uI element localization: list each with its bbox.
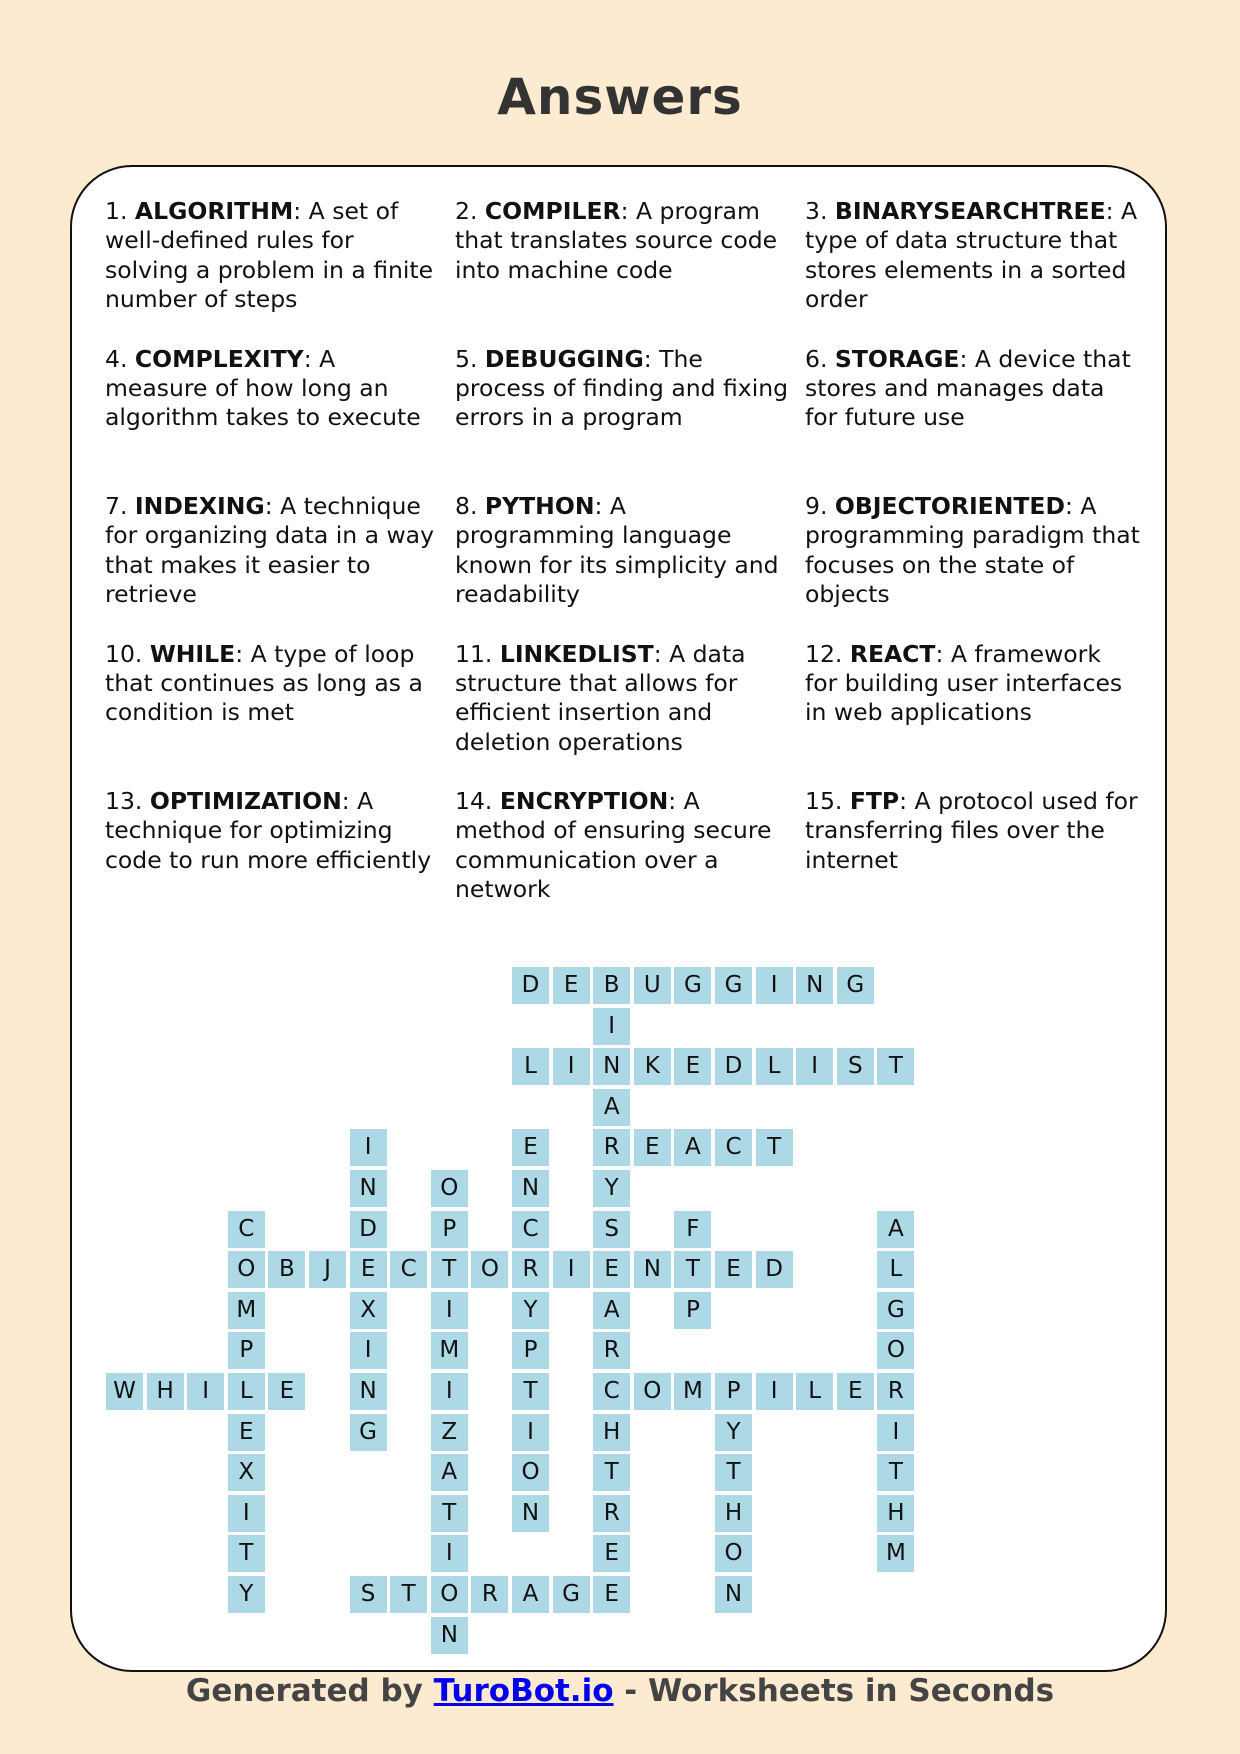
clue-definition: : A type of loop that continues as long as a condition is met [105,639,423,727]
clue-number: 4. [105,344,135,373]
answers-panel [70,165,1167,1672]
clue-answer: COMPLEXITY [134,344,304,373]
footer-prefix: Generated by [185,1673,434,1709]
clue-definition: : A set of well-defined rules for solving a problem in a finite number of steps [105,197,434,314]
footer [0,1673,1240,1709]
grid-cell: H [877,1495,914,1532]
grid-cell: S [837,1048,874,1085]
grid-cell: I [228,1495,265,1532]
grid-cell: I [431,1292,468,1329]
clue-number: 6. [805,344,835,373]
grid-cell: R [593,1332,630,1369]
grid-cell: O [634,1373,671,1410]
grid-cell: O [431,1170,468,1207]
grid-cell: D [512,967,549,1004]
clue-definition: : A technique for organizing data in a way that makes it easier to retrieve [105,492,434,609]
grid-cell: X [228,1454,265,1491]
clue-answer: OBJECTORIENTED [834,492,1065,520]
grid-cell: A [674,1129,711,1166]
clue-definition: : A data structure that allows for efficient insertion and deletion operations [455,639,746,756]
grid-cell: P [228,1332,265,1369]
grid-cell: M [674,1373,711,1410]
grid-cell: O [715,1535,752,1572]
grid-cell: T [877,1048,914,1085]
grid-cell: D [350,1211,387,1248]
grid-cell: I [350,1129,387,1166]
turobot-link[interactable]: TuroBot.io [433,1673,614,1709]
clue-definition: : A measure of how long an algorithm takes to execute [105,344,421,432]
clue-item [455,492,790,610]
grid-cell: P [512,1332,549,1369]
grid-cell: E [593,1535,630,1572]
grid-cell: T [390,1576,427,1613]
grid-cell: I [796,1048,833,1085]
clue-answer: REACT [849,639,936,668]
grid-cell: A [593,1292,630,1329]
clue-answer: FTP [849,787,900,815]
clue-number: 10. [105,639,150,668]
clue-answer: DEBUGGING [484,344,644,373]
clue-item [105,492,440,610]
clue-answer: WHILE [149,639,236,668]
clue-item [805,787,1140,875]
grid-cell: K [634,1048,671,1085]
grid-cell: C [715,1129,752,1166]
clue-definition: : A framework for building user interfaces in web applications [805,639,1123,727]
clue-item [455,345,790,433]
grid-cell: L [756,1048,793,1085]
grid-cell: N [350,1373,387,1410]
clue-definition: : A type of data structure that stores elements in a sorted order [805,197,1138,314]
grid-cell: C [512,1211,549,1248]
grid-cell: H [593,1414,630,1451]
grid-cell: I [756,967,793,1004]
clue-number: 12. [805,639,850,668]
clue-item [805,640,1140,728]
grid-cell: E [674,1048,711,1085]
grid-cell: G [877,1292,914,1329]
grid-cell: L [877,1251,914,1288]
grid-cell: H [147,1373,184,1410]
clue-definition: : A method of ensuring secure communication over a network [455,787,772,904]
grid-cell: E [593,1251,630,1288]
clue-definition: : A program that translates source code into machine code [455,197,778,284]
grid-cell: Y [593,1170,630,1207]
grid-cell: H [715,1495,752,1532]
grid-cell: I [350,1332,387,1369]
grid-cell: S [593,1211,630,1248]
clue-answer: ENCRYPTION [499,787,669,815]
clue-answer: STORAGE [834,344,960,373]
grid-cell: A [431,1454,468,1491]
clue-item [805,197,1140,315]
clue-answer: LINKEDLIST [499,639,654,668]
grid-cell: G [350,1414,387,1451]
clue-item [105,640,440,728]
clue-number: 3. [805,197,835,225]
grid-cell: N [796,967,833,1004]
grid-cell: X [350,1292,387,1329]
grid-cell: T [715,1454,752,1491]
clue-item [805,345,1140,433]
grid-cell: G [837,967,874,1004]
clue-number: 9. [805,492,835,520]
grid-cell: W [106,1373,143,1410]
grid-cell: I [512,1414,549,1451]
grid-cell: R [877,1373,914,1410]
clue-item [105,345,440,433]
grid-cell: E [715,1251,752,1288]
grid-cell: P [715,1373,752,1410]
grid-cell: P [431,1211,468,1248]
grid-cell: B [268,1251,305,1288]
clue-item [455,640,790,758]
clue-number: 8. [455,492,485,520]
grid-cell: R [593,1495,630,1532]
clue-number: 14. [455,787,500,815]
page-title: Answers [497,68,743,126]
clue-answer: INDEXING [134,492,265,520]
grid-cell: T [431,1495,468,1532]
grid-cell: O [228,1251,265,1288]
grid-cell: D [756,1251,793,1288]
grid-cell: T [512,1373,549,1410]
grid-cell: M [877,1535,914,1572]
grid-cell: E [350,1251,387,1288]
grid-cell: B [593,967,630,1004]
clue-answer: OPTIMIZATION [149,787,342,815]
clue-number: 1. [105,197,135,225]
grid-cell: Z [431,1414,468,1451]
clue-definition: : A protocol used for transferring files over the internet [805,787,1138,874]
clue-definition: : The process of finding and fixing errors in a program [455,344,789,432]
clue-answer: PYTHON [484,492,595,520]
grid-cell: I [877,1414,914,1451]
clue-definition: : A technique for optimizing code to run more efficiently [105,787,432,874]
grid-cell: T [756,1129,793,1166]
grid-cell: T [431,1251,468,1288]
clue-item [805,492,1140,610]
clue-item [455,787,790,905]
grid-cell: O [877,1332,914,1369]
grid-cell: N [512,1170,549,1207]
grid-cell: L [796,1373,833,1410]
grid-cell: I [553,1251,590,1288]
clue-number: 2. [455,197,485,225]
grid-cell: O [431,1576,468,1613]
clue-definition: : A programming language known for its simplicity and readability [455,492,779,609]
grid-cell: A [512,1576,549,1613]
grid-cell: T [228,1535,265,1572]
grid-cell: L [228,1373,265,1410]
grid-cell: I [553,1048,590,1085]
grid-cell: A [593,1089,630,1126]
grid-cell: N [431,1617,468,1654]
grid-cell: G [715,967,752,1004]
grid-cell: E [837,1373,874,1410]
clue-definition: : A device that stores and manages data for future use [805,344,1131,432]
clue-number: 15. [805,787,850,815]
clue-number: 5. [455,344,485,373]
grid-cell: C [390,1251,427,1288]
clue-item [105,787,440,875]
grid-cell: L [512,1048,549,1085]
grid-cell: T [674,1251,711,1288]
grid-cell: I [431,1535,468,1572]
grid-cell: Y [228,1576,265,1613]
grid-cell: D [715,1048,752,1085]
grid-cell: N [593,1048,630,1085]
grid-cell: E [268,1373,305,1410]
clue-answer: BINARYSEARCHTREE [834,197,1106,225]
grid-cell: G [674,967,711,1004]
grid-cell: E [553,967,590,1004]
grid-cell: R [593,1129,630,1166]
grid-cell: U [634,967,671,1004]
clue-answer: ALGORITHM [134,197,294,225]
grid-cell: T [593,1454,630,1491]
clue-definition: : A programming paradigm that focuses on the state of objects [805,492,1140,609]
grid-cell: G [553,1576,590,1613]
footer-suffix: - Worksheets in Seconds [613,1673,1055,1709]
clue-item [105,197,440,315]
grid-cell: E [512,1129,549,1166]
clue-answer: COMPILER [484,197,621,225]
grid-cell: N [634,1251,671,1288]
grid-cell: R [512,1251,549,1288]
grid-cell: I [593,1008,630,1045]
clue-number: 7. [105,492,135,520]
grid-cell: F [674,1211,711,1248]
grid-cell: O [471,1251,508,1288]
clue-item [455,197,790,285]
grid-cell: N [350,1170,387,1207]
grid-cell: P [674,1292,711,1329]
grid-cell: C [228,1211,265,1248]
clue-number: 11. [455,639,500,668]
grid-cell: E [634,1129,671,1166]
grid-cell: M [431,1332,468,1369]
grid-cell: Y [512,1292,549,1329]
grid-cell: N [715,1576,752,1613]
grid-cell: M [228,1292,265,1329]
clue-number: 13. [105,787,150,815]
grid-cell: J [309,1251,346,1288]
grid-cell: T [877,1454,914,1491]
grid-cell: E [593,1576,630,1613]
grid-cell: Y [715,1414,752,1451]
grid-cell: E [228,1414,265,1451]
grid-cell: C [593,1373,630,1410]
grid-cell: I [431,1373,468,1410]
grid-cell: A [877,1211,914,1248]
grid-cell: S [350,1576,387,1613]
grid-cell: O [512,1454,549,1491]
grid-cell: I [756,1373,793,1410]
grid-cell: I [187,1373,224,1410]
grid-cell: R [471,1576,508,1613]
grid-cell: N [512,1495,549,1532]
